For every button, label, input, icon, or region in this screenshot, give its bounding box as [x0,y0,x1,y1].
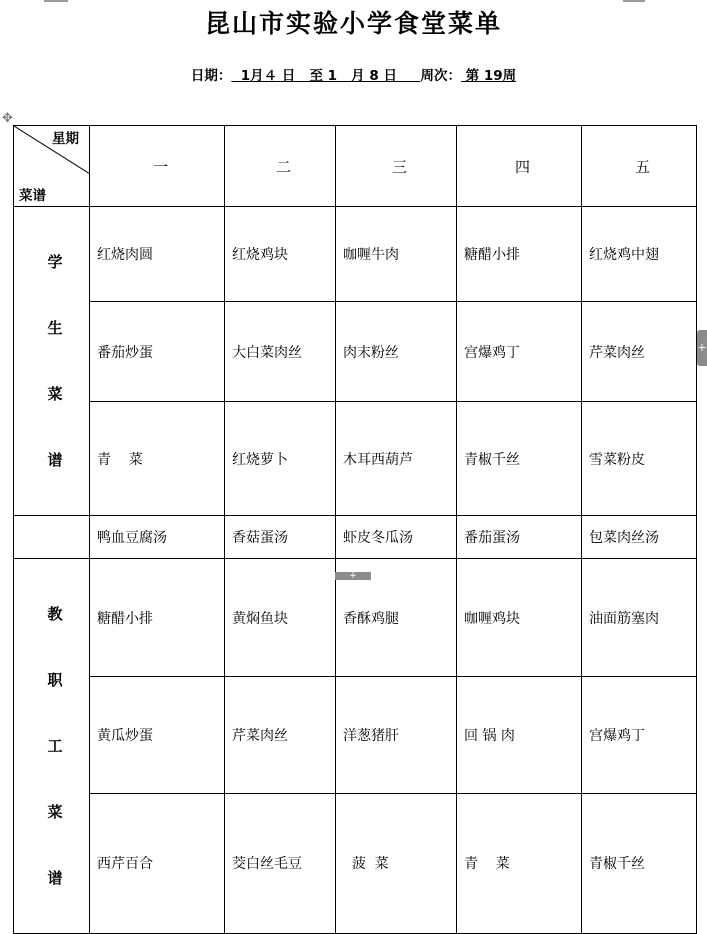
staff-menu-label: 教 职 工 菜 谱 [14,559,90,934]
table-row [14,677,697,793]
plus-icon[interactable]: + [697,330,707,366]
dish-cell: 黄瓜炒蛋 [90,677,225,793]
corner-top-label: 星期 [52,131,79,147]
dish-cell: 茭白丝毛豆 [225,793,336,933]
dish-cell: 香酥鸡腿 [336,559,457,677]
menu-table [13,125,697,934]
page-title: 昆山市实验小学食堂菜单 [204,9,502,38]
plus-icon[interactable]: + [335,572,371,580]
page-top-edge-right [623,0,645,2]
dish-cell: 黄焖鱼块 [225,559,336,677]
student-label-blank [14,516,90,559]
dish-cell: 青 菜 [457,793,582,933]
corner-bottom-label: 菜谱 [19,188,46,204]
dish-cell: 青椒千丝 [582,793,697,933]
corner-cell [14,126,90,207]
dish-cell: 咖喱鸡块 [457,559,582,677]
dish-cell: 番茄蛋汤 [457,516,582,559]
day-header: 二 [225,126,336,207]
student-menu-label: 学 生 菜 谱 [14,207,90,516]
table-row [14,301,697,402]
date-value: 1月４ 日 至 1 月 8 日 [231,68,421,84]
dish-cell: 香菇蛋汤 [225,516,336,559]
dish-cell: 西芹百合 [90,793,225,933]
dish-cell: 肉末粉丝 [336,301,457,402]
day-header: 四 [457,126,582,207]
dish-cell: 鸭血豆腐汤 [90,516,225,559]
date-week-line [0,64,707,84]
dish-cell: 糖醋小排 [90,559,225,677]
dish-cell: 雪菜粉皮 [582,402,697,516]
day-header: 一 [90,126,225,207]
dish-cell: 咖喱牛肉 [336,207,457,302]
dish-cell: 大白菜肉丝 [225,301,336,402]
dish-cell: 菠 菜 [336,793,457,933]
dish-cell: 红烧鸡块 [225,207,336,302]
dish-cell: 青椒千丝 [457,402,582,516]
dish-cell: 芹菜肉丝 [582,301,697,402]
dish-cell: 糖醋小排 [457,207,582,302]
dish-cell: 回 锅 肉 [457,677,582,793]
dish-cell: 包菜肉丝汤 [582,516,697,559]
dish-cell: 红烧肉圆 [90,207,225,302]
header-row [14,126,697,207]
table-row [14,402,697,516]
dish-cell: 红烧萝卜 [225,402,336,516]
week-label: 周次： [420,68,461,84]
week-value: 第 19周 [460,68,517,84]
dish-cell: 宫爆鸡丁 [582,677,697,793]
table-row [14,516,697,559]
dish-cell: 红烧鸡中翅 [582,207,697,302]
day-header: 五 [582,126,697,207]
table-row [14,793,697,933]
page-top-edge-left [44,0,68,2]
dish-cell: 木耳西葫芦 [336,402,457,516]
day-header: 三 [336,126,457,207]
dish-cell: 宫爆鸡丁 [457,301,582,402]
dish-cell: 油面筋塞肉 [582,559,697,677]
table-row [14,207,697,302]
dish-cell: 虾皮冬瓜汤 [336,516,457,559]
dish-cell: 青 菜 [90,402,225,516]
dish-cell: 洋葱猪肝 [336,677,457,793]
dish-cell: 番茄炒蛋 [90,301,225,402]
date-label: 日期： [190,68,232,84]
move-arrows-icon[interactable]: ✥ [2,111,13,126]
dish-cell: 芹菜肉丝 [225,677,336,793]
